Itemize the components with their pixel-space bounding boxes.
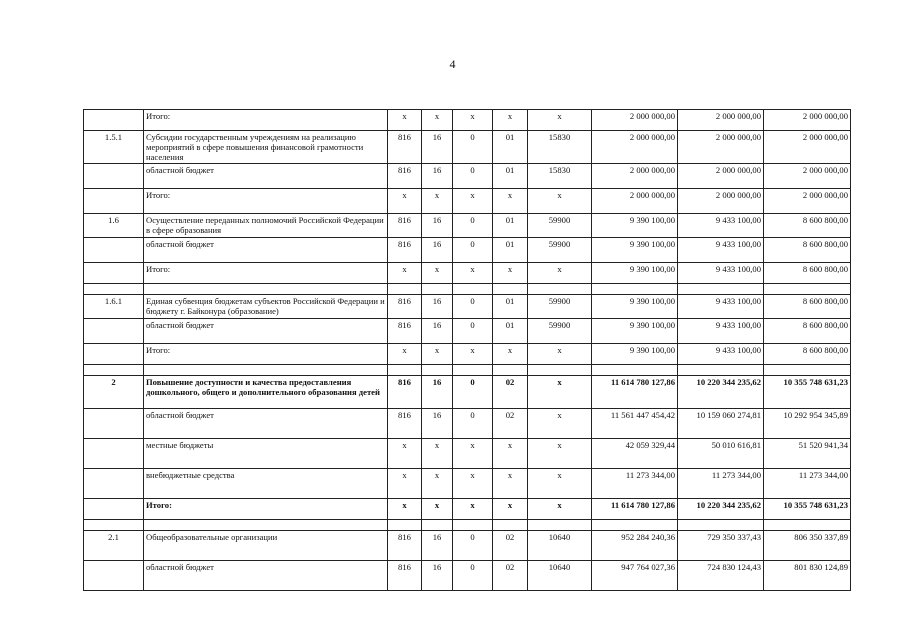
row-program-code: 16 bbox=[422, 214, 453, 238]
row-amount-year1: 947 764 027,36 bbox=[592, 561, 678, 591]
budget-table bbox=[83, 109, 851, 591]
gap-cell bbox=[388, 520, 422, 531]
row-ministry-code: x bbox=[388, 439, 422, 469]
row-code bbox=[84, 164, 144, 189]
row-amount-year1: 11 614 780 127,86 bbox=[592, 499, 678, 520]
row-ministry-code: 816 bbox=[388, 409, 422, 439]
row-amount-year3: 10 292 954 345,89 bbox=[764, 409, 851, 439]
table-row bbox=[84, 214, 851, 238]
row-amount-year2: 724 830 124,43 bbox=[678, 561, 764, 591]
row-program-code: 16 bbox=[422, 131, 453, 164]
row-code bbox=[84, 238, 144, 263]
row-amount-year3: 10 355 748 631,23 bbox=[764, 499, 851, 520]
row-amount-year2: 9 433 100,00 bbox=[678, 295, 764, 319]
row-name: Итого: bbox=[144, 263, 388, 284]
row-code: 1.5.1 bbox=[84, 131, 144, 164]
row-amount-year2: 729 350 337,43 bbox=[678, 531, 764, 561]
table-gap-row bbox=[84, 520, 851, 531]
row-direction-code: 59900 bbox=[528, 238, 592, 263]
gap-cell bbox=[144, 520, 388, 531]
row-amount-year2: 9 433 100,00 bbox=[678, 263, 764, 284]
row-amount-year3: 8 600 800,00 bbox=[764, 319, 851, 344]
row-code bbox=[84, 110, 144, 131]
row-program-code: x bbox=[422, 344, 453, 365]
row-task-code: 01 bbox=[493, 238, 528, 263]
row-subprogram-code: 0 bbox=[453, 561, 493, 591]
row-name: Итого: bbox=[144, 499, 388, 520]
row-amount-year3: 2 000 000,00 bbox=[764, 189, 851, 214]
row-subprogram-code: 0 bbox=[453, 214, 493, 238]
row-direction-code: x bbox=[528, 344, 592, 365]
row-amount-year3: 51 520 941,34 bbox=[764, 439, 851, 469]
row-program-code: x bbox=[422, 263, 453, 284]
gap-cell bbox=[528, 284, 592, 295]
table-row bbox=[84, 439, 851, 469]
row-subprogram-code: 0 bbox=[453, 295, 493, 319]
row-amount-year1: 2 000 000,00 bbox=[592, 110, 678, 131]
row-code bbox=[84, 561, 144, 591]
row-code: 1.6 bbox=[84, 214, 144, 238]
row-code: 2.1 bbox=[84, 531, 144, 561]
row-amount-year1: 11 273 344,00 bbox=[592, 469, 678, 499]
row-amount-year2: 9 433 100,00 bbox=[678, 319, 764, 344]
row-program-code: 16 bbox=[422, 561, 453, 591]
row-direction-code: x bbox=[528, 376, 592, 409]
row-name: местные бюджеты bbox=[144, 439, 388, 469]
table-row bbox=[84, 344, 851, 365]
row-amount-year3: 8 600 800,00 bbox=[764, 238, 851, 263]
row-amount-year1: 11 561 447 454,42 bbox=[592, 409, 678, 439]
row-amount-year1: 42 059 329,44 bbox=[592, 439, 678, 469]
row-amount-year3: 801 830 124,89 bbox=[764, 561, 851, 591]
gap-cell bbox=[388, 365, 422, 376]
row-program-code: 16 bbox=[422, 238, 453, 263]
row-task-code: 01 bbox=[493, 295, 528, 319]
gap-cell bbox=[388, 284, 422, 295]
row-ministry-code: x bbox=[388, 469, 422, 499]
row-amount-year2: 2 000 000,00 bbox=[678, 164, 764, 189]
row-direction-code: x bbox=[528, 110, 592, 131]
row-subprogram-code: 0 bbox=[453, 409, 493, 439]
row-amount-year3: 8 600 800,00 bbox=[764, 295, 851, 319]
gap-cell bbox=[84, 284, 144, 295]
row-code: 1.6.1 bbox=[84, 295, 144, 319]
row-amount-year1: 9 390 100,00 bbox=[592, 344, 678, 365]
row-amount-year2: 2 000 000,00 bbox=[678, 189, 764, 214]
row-amount-year3: 806 350 337,89 bbox=[764, 531, 851, 561]
gap-cell bbox=[764, 520, 851, 531]
row-direction-code: 10640 bbox=[528, 531, 592, 561]
row-code bbox=[84, 263, 144, 284]
table-row bbox=[84, 238, 851, 263]
row-task-code: 01 bbox=[493, 214, 528, 238]
gap-cell bbox=[528, 520, 592, 531]
row-subprogram-code: x bbox=[453, 439, 493, 469]
row-direction-code: 59900 bbox=[528, 319, 592, 344]
gap-cell bbox=[422, 365, 453, 376]
row-program-code: x bbox=[422, 469, 453, 499]
row-task-code: x bbox=[493, 344, 528, 365]
row-name: областной бюджет bbox=[144, 164, 388, 189]
gap-cell bbox=[453, 520, 493, 531]
row-amount-year1: 9 390 100,00 bbox=[592, 319, 678, 344]
row-amount-year2: 11 273 344,00 bbox=[678, 469, 764, 499]
row-amount-year3: 8 600 800,00 bbox=[764, 263, 851, 284]
table-row bbox=[84, 499, 851, 520]
gap-cell bbox=[764, 284, 851, 295]
row-amount-year2: 9 433 100,00 bbox=[678, 214, 764, 238]
row-ministry-code: 816 bbox=[388, 164, 422, 189]
row-name: Единая субвенция бюджетам субъектов Российской Федерации и бюджету г. Байконура (образование) bbox=[144, 295, 388, 319]
table-row bbox=[84, 164, 851, 189]
row-task-code: 02 bbox=[493, 561, 528, 591]
row-amount-year2: 2 000 000,00 bbox=[678, 110, 764, 131]
row-task-code: x bbox=[493, 110, 528, 131]
row-amount-year2: 9 433 100,00 bbox=[678, 238, 764, 263]
row-task-code: 02 bbox=[493, 409, 528, 439]
row-name: Общеобразовательные организации bbox=[144, 531, 388, 561]
row-amount-year2: 10 159 060 274,81 bbox=[678, 409, 764, 439]
row-program-code: x bbox=[422, 110, 453, 131]
gap-cell bbox=[422, 284, 453, 295]
row-task-code: x bbox=[493, 469, 528, 499]
gap-cell bbox=[84, 365, 144, 376]
row-program-code: 16 bbox=[422, 531, 453, 561]
row-code bbox=[84, 469, 144, 499]
table-row bbox=[84, 131, 851, 164]
row-direction-code: 10640 bbox=[528, 561, 592, 591]
table-gap-row bbox=[84, 365, 851, 376]
gap-cell bbox=[493, 284, 528, 295]
row-amount-year3: 8 600 800,00 bbox=[764, 344, 851, 365]
row-direction-code: 15830 bbox=[528, 131, 592, 164]
row-amount-year3: 11 273 344,00 bbox=[764, 469, 851, 499]
row-task-code: x bbox=[493, 439, 528, 469]
row-amount-year1: 2 000 000,00 bbox=[592, 131, 678, 164]
row-program-code: x bbox=[422, 189, 453, 214]
row-task-code: x bbox=[493, 499, 528, 520]
row-code bbox=[84, 344, 144, 365]
row-direction-code: x bbox=[528, 469, 592, 499]
row-ministry-code: 816 bbox=[388, 376, 422, 409]
row-program-code: 16 bbox=[422, 376, 453, 409]
gap-cell bbox=[592, 284, 678, 295]
row-subprogram-code: x bbox=[453, 263, 493, 284]
row-task-code: 02 bbox=[493, 531, 528, 561]
row-direction-code: x bbox=[528, 189, 592, 214]
gap-cell bbox=[592, 365, 678, 376]
row-code: 2 bbox=[84, 376, 144, 409]
row-ministry-code: 816 bbox=[388, 214, 422, 238]
row-direction-code: x bbox=[528, 499, 592, 520]
row-ministry-code: 816 bbox=[388, 319, 422, 344]
gap-cell bbox=[592, 520, 678, 531]
row-direction-code: 59900 bbox=[528, 214, 592, 238]
row-subprogram-code: x bbox=[453, 344, 493, 365]
row-ministry-code: x bbox=[388, 344, 422, 365]
row-amount-year3: 10 355 748 631,23 bbox=[764, 376, 851, 409]
row-subprogram-code: x bbox=[453, 189, 493, 214]
row-amount-year3: 2 000 000,00 bbox=[764, 110, 851, 131]
row-name: областной бюджет bbox=[144, 409, 388, 439]
row-ministry-code: 816 bbox=[388, 531, 422, 561]
row-subprogram-code: 0 bbox=[453, 238, 493, 263]
row-task-code: 01 bbox=[493, 319, 528, 344]
row-amount-year1: 952 284 240,36 bbox=[592, 531, 678, 561]
page-number: 4 bbox=[449, 57, 456, 71]
row-amount-year2: 50 010 616,81 bbox=[678, 439, 764, 469]
gap-cell bbox=[144, 284, 388, 295]
row-program-code: x bbox=[422, 439, 453, 469]
row-amount-year1: 9 390 100,00 bbox=[592, 295, 678, 319]
row-ministry-code: x bbox=[388, 110, 422, 131]
table-row bbox=[84, 295, 851, 319]
table-row bbox=[84, 469, 851, 499]
gap-cell bbox=[453, 365, 493, 376]
row-direction-code: 59900 bbox=[528, 295, 592, 319]
row-task-code: x bbox=[493, 263, 528, 284]
row-amount-year2: 2 000 000,00 bbox=[678, 131, 764, 164]
row-name: областной бюджет bbox=[144, 238, 388, 263]
row-direction-code: 15830 bbox=[528, 164, 592, 189]
gap-cell bbox=[678, 284, 764, 295]
table-row bbox=[84, 531, 851, 561]
row-code bbox=[84, 499, 144, 520]
row-name: внебюджетные средства bbox=[144, 469, 388, 499]
row-subprogram-code: 0 bbox=[453, 531, 493, 561]
table-row bbox=[84, 409, 851, 439]
gap-cell bbox=[678, 365, 764, 376]
row-subprogram-code: x bbox=[453, 110, 493, 131]
row-name: Итого: bbox=[144, 189, 388, 214]
row-task-code: 02 bbox=[493, 376, 528, 409]
row-amount-year3: 2 000 000,00 bbox=[764, 164, 851, 189]
row-direction-code: x bbox=[528, 263, 592, 284]
table-row bbox=[84, 189, 851, 214]
gap-cell bbox=[144, 365, 388, 376]
table-row bbox=[84, 376, 851, 409]
gap-cell bbox=[764, 365, 851, 376]
row-name: Осуществление переданных полномочий Российской Федерации в сфере образования bbox=[144, 214, 388, 238]
gap-cell bbox=[453, 284, 493, 295]
row-name: Итого: bbox=[144, 344, 388, 365]
row-task-code: 01 bbox=[493, 131, 528, 164]
row-code bbox=[84, 189, 144, 214]
gap-cell bbox=[422, 520, 453, 531]
row-amount-year1: 2 000 000,00 bbox=[592, 189, 678, 214]
row-code bbox=[84, 439, 144, 469]
row-amount-year3: 2 000 000,00 bbox=[764, 131, 851, 164]
row-amount-year1: 11 614 780 127,86 bbox=[592, 376, 678, 409]
row-ministry-code: x bbox=[388, 499, 422, 520]
budget-table-body bbox=[84, 110, 851, 591]
gap-cell bbox=[678, 520, 764, 531]
row-code bbox=[84, 409, 144, 439]
row-amount-year1: 9 390 100,00 bbox=[592, 263, 678, 284]
gap-cell bbox=[493, 365, 528, 376]
row-task-code: 01 bbox=[493, 164, 528, 189]
table-gap-row bbox=[84, 284, 851, 295]
row-program-code: 16 bbox=[422, 409, 453, 439]
row-subprogram-code: x bbox=[453, 469, 493, 499]
row-name: Итого: bbox=[144, 110, 388, 131]
row-program-code: 16 bbox=[422, 164, 453, 189]
row-program-code: 16 bbox=[422, 319, 453, 344]
row-program-code: 16 bbox=[422, 295, 453, 319]
row-name: Субсидии государственным учреждениям на реализацию мероприятий в сфере повышения финансовой грамотности населения bbox=[144, 131, 388, 164]
row-amount-year3: 8 600 800,00 bbox=[764, 214, 851, 238]
row-subprogram-code: 0 bbox=[453, 319, 493, 344]
row-amount-year1: 9 390 100,00 bbox=[592, 238, 678, 263]
row-subprogram-code: 0 bbox=[453, 376, 493, 409]
gap-cell bbox=[84, 520, 144, 531]
row-ministry-code: x bbox=[388, 189, 422, 214]
row-program-code: x bbox=[422, 499, 453, 520]
gap-cell bbox=[528, 365, 592, 376]
table-row bbox=[84, 110, 851, 131]
gap-cell bbox=[493, 520, 528, 531]
row-ministry-code: 816 bbox=[388, 131, 422, 164]
row-ministry-code: 816 bbox=[388, 295, 422, 319]
row-code bbox=[84, 319, 144, 344]
row-ministry-code: 816 bbox=[388, 561, 422, 591]
row-name: областной бюджет bbox=[144, 319, 388, 344]
row-ministry-code: 816 bbox=[388, 238, 422, 263]
row-subprogram-code: 0 bbox=[453, 164, 493, 189]
row-amount-year2: 10 220 344 235,62 bbox=[678, 499, 764, 520]
row-subprogram-code: x bbox=[453, 499, 493, 520]
row-amount-year1: 2 000 000,00 bbox=[592, 164, 678, 189]
row-subprogram-code: 0 bbox=[453, 131, 493, 164]
row-task-code: x bbox=[493, 189, 528, 214]
row-direction-code: x bbox=[528, 409, 592, 439]
row-name: Повышение доступности и качества предоставления дошкольного, общего и дополнительного образования детей bbox=[144, 376, 388, 409]
row-direction-code: x bbox=[528, 439, 592, 469]
table-row bbox=[84, 263, 851, 284]
table-row bbox=[84, 319, 851, 344]
table-row bbox=[84, 561, 851, 591]
row-amount-year1: 9 390 100,00 bbox=[592, 214, 678, 238]
row-name: областной бюджет bbox=[144, 561, 388, 591]
row-amount-year2: 10 220 344 235,62 bbox=[678, 376, 764, 409]
row-amount-year2: 9 433 100,00 bbox=[678, 344, 764, 365]
row-ministry-code: x bbox=[388, 263, 422, 284]
